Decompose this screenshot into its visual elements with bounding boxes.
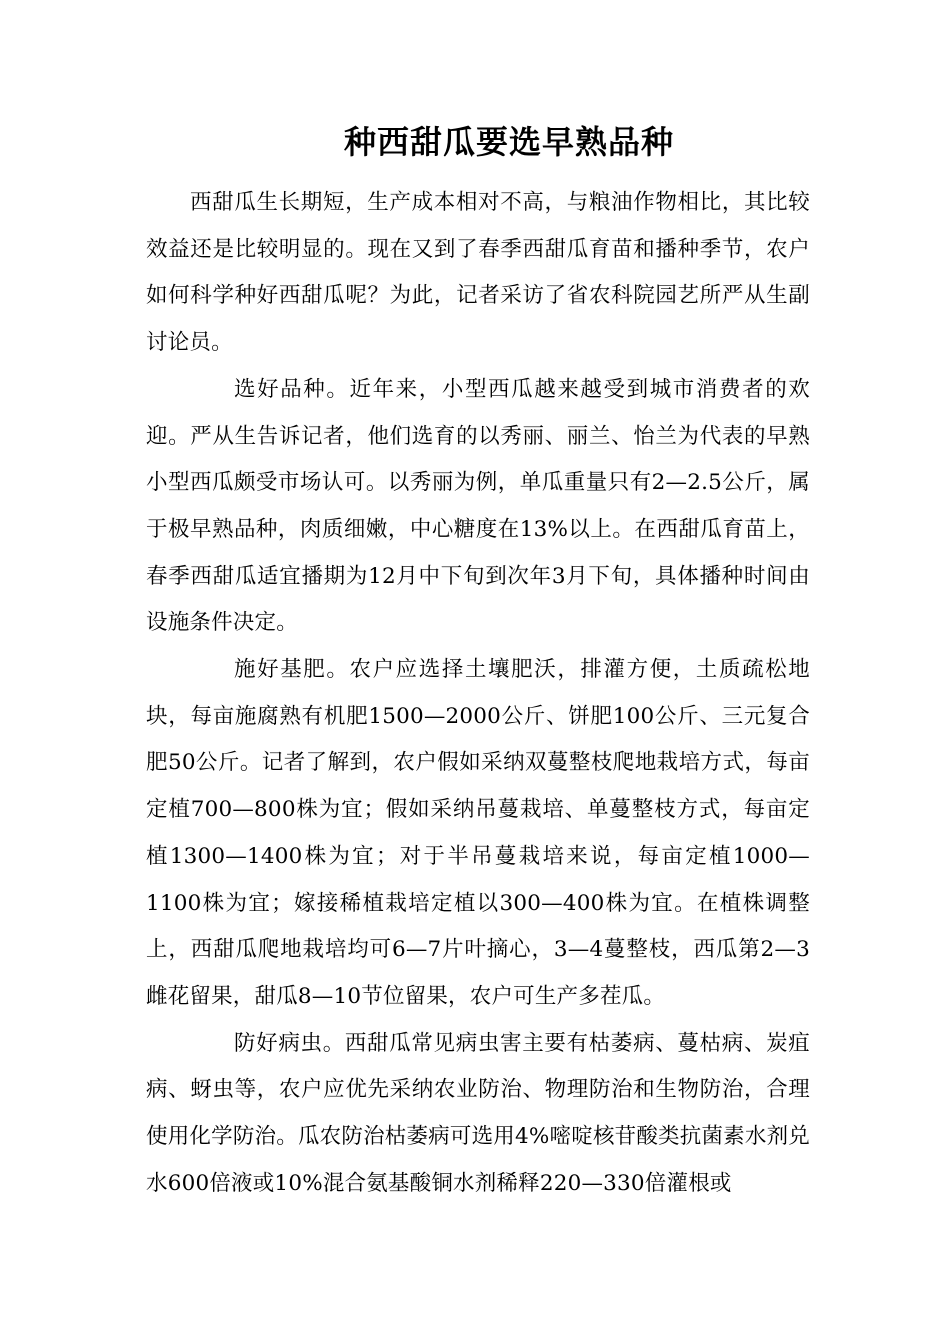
paragraph-pest-control: 防好病虫。西甜瓜常见病虫害主要有枯萎病、蔓枯病、炭疽病、蚜虫等，农户应优先采纳农业防治、物理防治和生物防治，合理使用化学防治。瓜农防治枯萎病可选用4%嘧啶核苷酸类抗菌素水剂兑水600倍液或10%混合氨基酸铜水剂稀释220—330倍灌根或 xyxy=(146,1030,810,1196)
paragraph-variety: 选好品种。近年来，小型西瓜越来越受到城市消费者的欢迎。严从生告诉记者，他们选育的以秀丽、丽兰、怡兰为代表的早熟小型西瓜颇受市场认可。以秀丽为例，单瓜重量只有2—2.5公斤，属于极早熟品种，肉质细嫩，中心糖度在13%以上。在西甜瓜育苗上，春季西甜瓜适宜播期为12月中下旬到次年3月下旬，具体播种时间由设施条件决定。 xyxy=(146,376,810,636)
paragraph-fertilizer: 施好基肥。农户应选择土壤肥沃，排灌方便，土质疏松地块，每亩施腐熟有机肥1500—2000公斤、饼肥100公斤、三元复合肥50公斤。记者了解到，农户假如采纳双蔓整枝爬地栽培方式，每亩定植700—800株为宜；假如采纳吊蔓栽培、单蔓整枝方式，每亩定植1300—1400株为宜；对于半吊蔓栽培来说，每亩定植1000—1100株为宜；嫁接稀植栽培定植以300—400株为宜。在植株调整上，西甜瓜爬地栽培均可6—7片叶摘心，3—4蔓整枝，西瓜第2—3雌花留果，甜瓜8—10节位留果，农户可生产多茬瓜。 xyxy=(146,657,810,1009)
document-body xyxy=(146,180,810,1207)
document-title: 种西甜瓜要选早熟品种 xyxy=(343,123,674,161)
paragraph-intro: 西甜瓜生长期短，生产成本相对不高，与粮油作物相比，其比较效益还是比较明显的。现在又到了春季西甜瓜育苗和播种季节，农户如何科学种好西甜瓜呢？为此，记者采访了省农科院园艺所严从生副讨论员。 xyxy=(146,190,810,356)
